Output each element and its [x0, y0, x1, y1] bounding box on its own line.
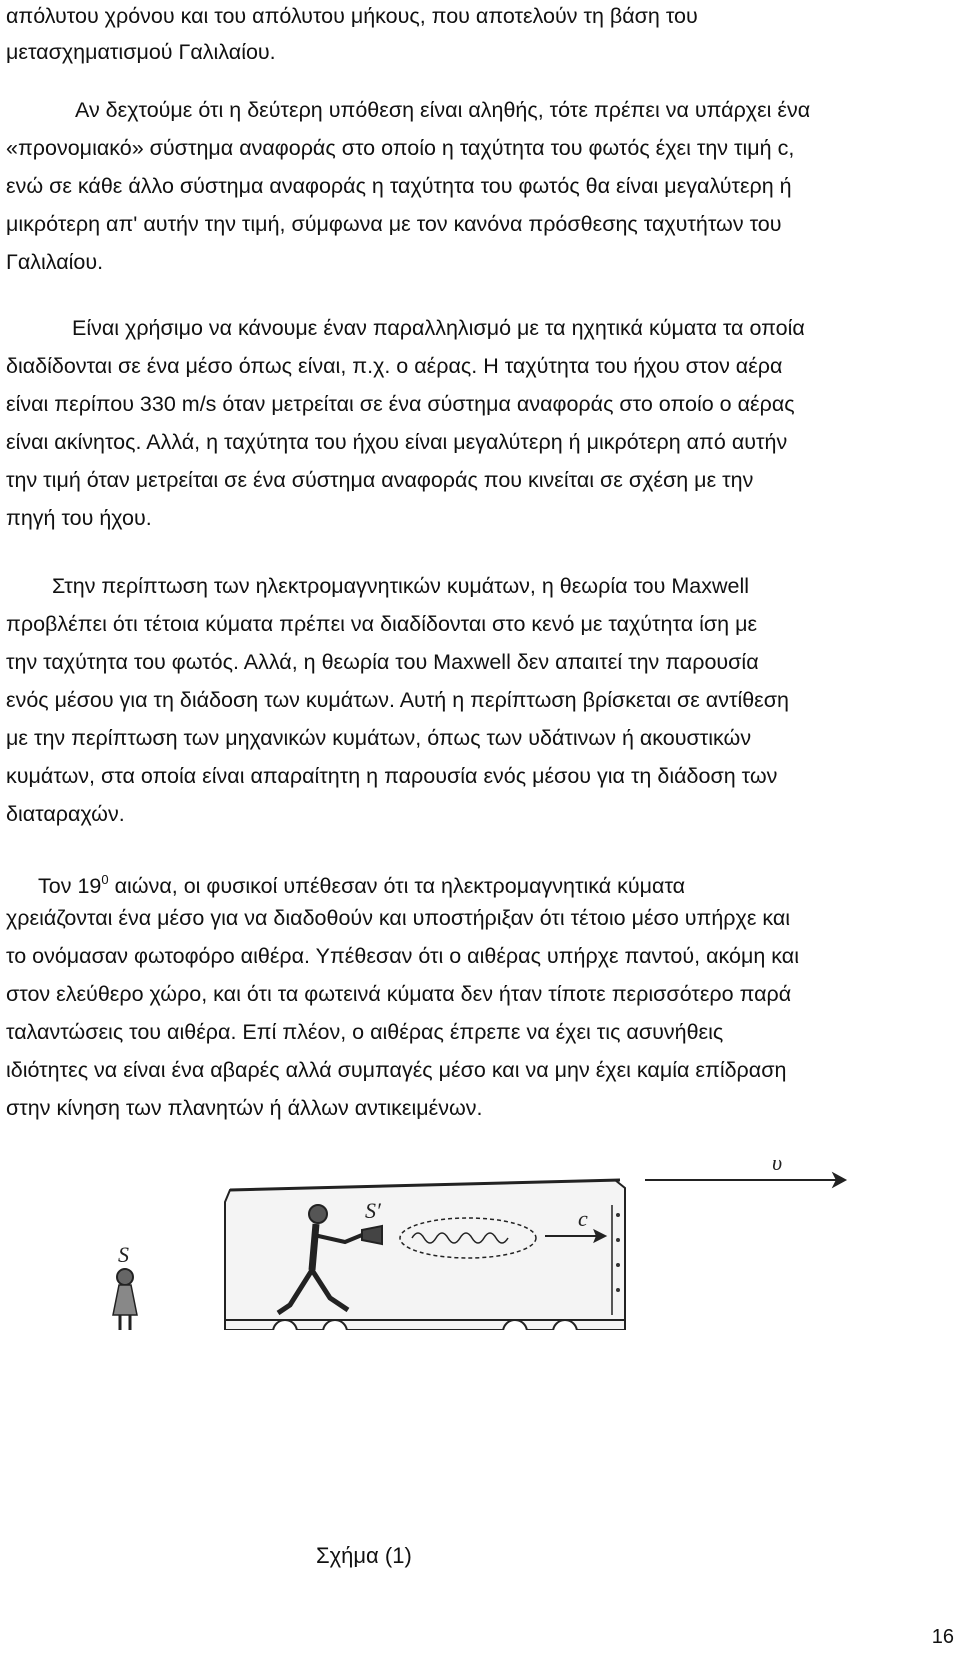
- text-line: απόλυτου χρόνου και του απόλυτου μήκους, που αποτελούν τη βάση του: [6, 4, 698, 28]
- century-prefix: Τον 19: [38, 874, 102, 898]
- text-line: κυμάτων, στα οποία είναι απαραίτητη η παρουσία ενός μέσου για τη διάδοση των: [6, 764, 778, 788]
- text-line: ταλαντώσεις του αιθέρα. Επί πλέον, ο αιθέρας έπρεπε να έχει τις ασυνήθεις: [6, 1020, 724, 1044]
- text-line: με την περίπτωση των μηχανικών κυμάτων, όπως των υδάτινων ή ακουστικών: [6, 726, 752, 750]
- text-line: διαταραχών.: [6, 802, 125, 826]
- text-line-rest: αιώνα, οι φυσικοί υπέθεσαν ότι τα ηλεκτρομαγνητικά κύματα: [114, 874, 686, 898]
- text-line: μετασχηματισμού Γαλιλαίου.: [6, 40, 276, 64]
- label-v: υ: [772, 1150, 783, 1175]
- text-line: ενός μέσου για τη διάδοση των κυμάτων. Αυτή η περίπτωση βρίσκεται σε αντίθεση: [6, 688, 789, 712]
- label-s: S: [118, 1242, 129, 1267]
- text-line: στον ελεύθερο χώρο, και ότι τα φωτεινά κύματα δεν ήταν τίποτε περισσότερο παρά: [6, 982, 792, 1006]
- text-line: είναι περίπου 330 m/s όταν μετρείται σε ένα σύστημα αναφοράς στο οποίο ο αέρας: [6, 392, 795, 416]
- text-line: ενώ σε κάθε άλλο σύστημα αναφοράς η ταχύτητα του φωτός θα είναι μεγαλύτερη ή: [6, 174, 792, 198]
- label-s-prime: S′: [365, 1198, 381, 1223]
- text-line: διαδίδονται σε ένα μέσο όπως είναι, π.χ. ο αέρας. Η ταχύτητα του ήχου στον αέρα: [6, 354, 783, 378]
- wagon-illustration: [100, 1030, 860, 1330]
- century-superscript: 0: [101, 872, 109, 887]
- page-number: 16: [931, 1626, 954, 1648]
- text-line: χρειάζονται ένα μέσο για να διαδοθούν και υποστήριξαν ότι τέτοιο μέσο υπήρχε και: [6, 906, 791, 930]
- text-line: πηγή του ήχου.: [6, 506, 152, 530]
- text-line: προβλέπει ότι τέτοια κύματα πρέπει να διαδίδονται στο κενό με ταχύτητα ίση με: [6, 612, 758, 636]
- text-line: την τιμή όταν μετρείται σε ένα σύστημα αναφοράς που κινείται σε σχέση με την: [6, 468, 754, 492]
- figure-wagon-illustration: [100, 1030, 860, 1330]
- text-line: ιδιότητες να είναι ένα αβαρές αλλά συμπαγές μέσο και να μην έχει καμία επίδραση: [6, 1058, 787, 1082]
- text-line: [38, 866, 685, 900]
- girl-observer: [113, 1269, 137, 1330]
- text-line: Στην περίπτωση των ηλεκτρομαγνητικών κυμάτων, η θεωρία του Maxwell: [52, 574, 750, 598]
- text-line: στην κίνηση των πλανητών ή άλλων αντικειμένων.: [6, 1096, 483, 1120]
- text-line: το ονόμασαν φωτοφόρο αιθέρα. Υπέθεσαν ότι ο αιθέρας υπήρχε παντού, ακόμη και: [6, 944, 799, 968]
- text-line: Αν δεχτούμε ότι η δεύτερη υπόθεση είναι αληθής, τότε πρέπει να υπάρχει ένα: [75, 98, 811, 122]
- text-line: είναι ακίνητος. Αλλά, η ταχύτητα του ήχου είναι μεγαλύτερη ή μικρότερη από αυτήν: [6, 430, 788, 454]
- label-c: c: [578, 1206, 588, 1231]
- text-line: μικρότερη απ' αυτήν την τιμή, σύμφωνα με τον κανόνα πρόσθεσης ταχυτήτων του: [6, 212, 782, 236]
- torch: [362, 1226, 382, 1244]
- text-line: Γαλιλαίου.: [6, 250, 104, 274]
- text-line: την ταχύτητα του φωτός. Αλλά, η θεωρία του Maxwell δεν απαιτεί την παρουσία: [6, 650, 759, 674]
- text-line: «προνομιακό» σύστημα αναφοράς στο οποίο η ταχύτητα του φωτός έχει την τιμή c,: [6, 136, 795, 160]
- text-line: Είναι χρήσιμο να κάνουμε έναν παραλληλισμό με τα ηχητικά κύματα τα οποία: [72, 316, 805, 340]
- figure-caption: Σχήμα (1): [316, 1543, 412, 1568]
